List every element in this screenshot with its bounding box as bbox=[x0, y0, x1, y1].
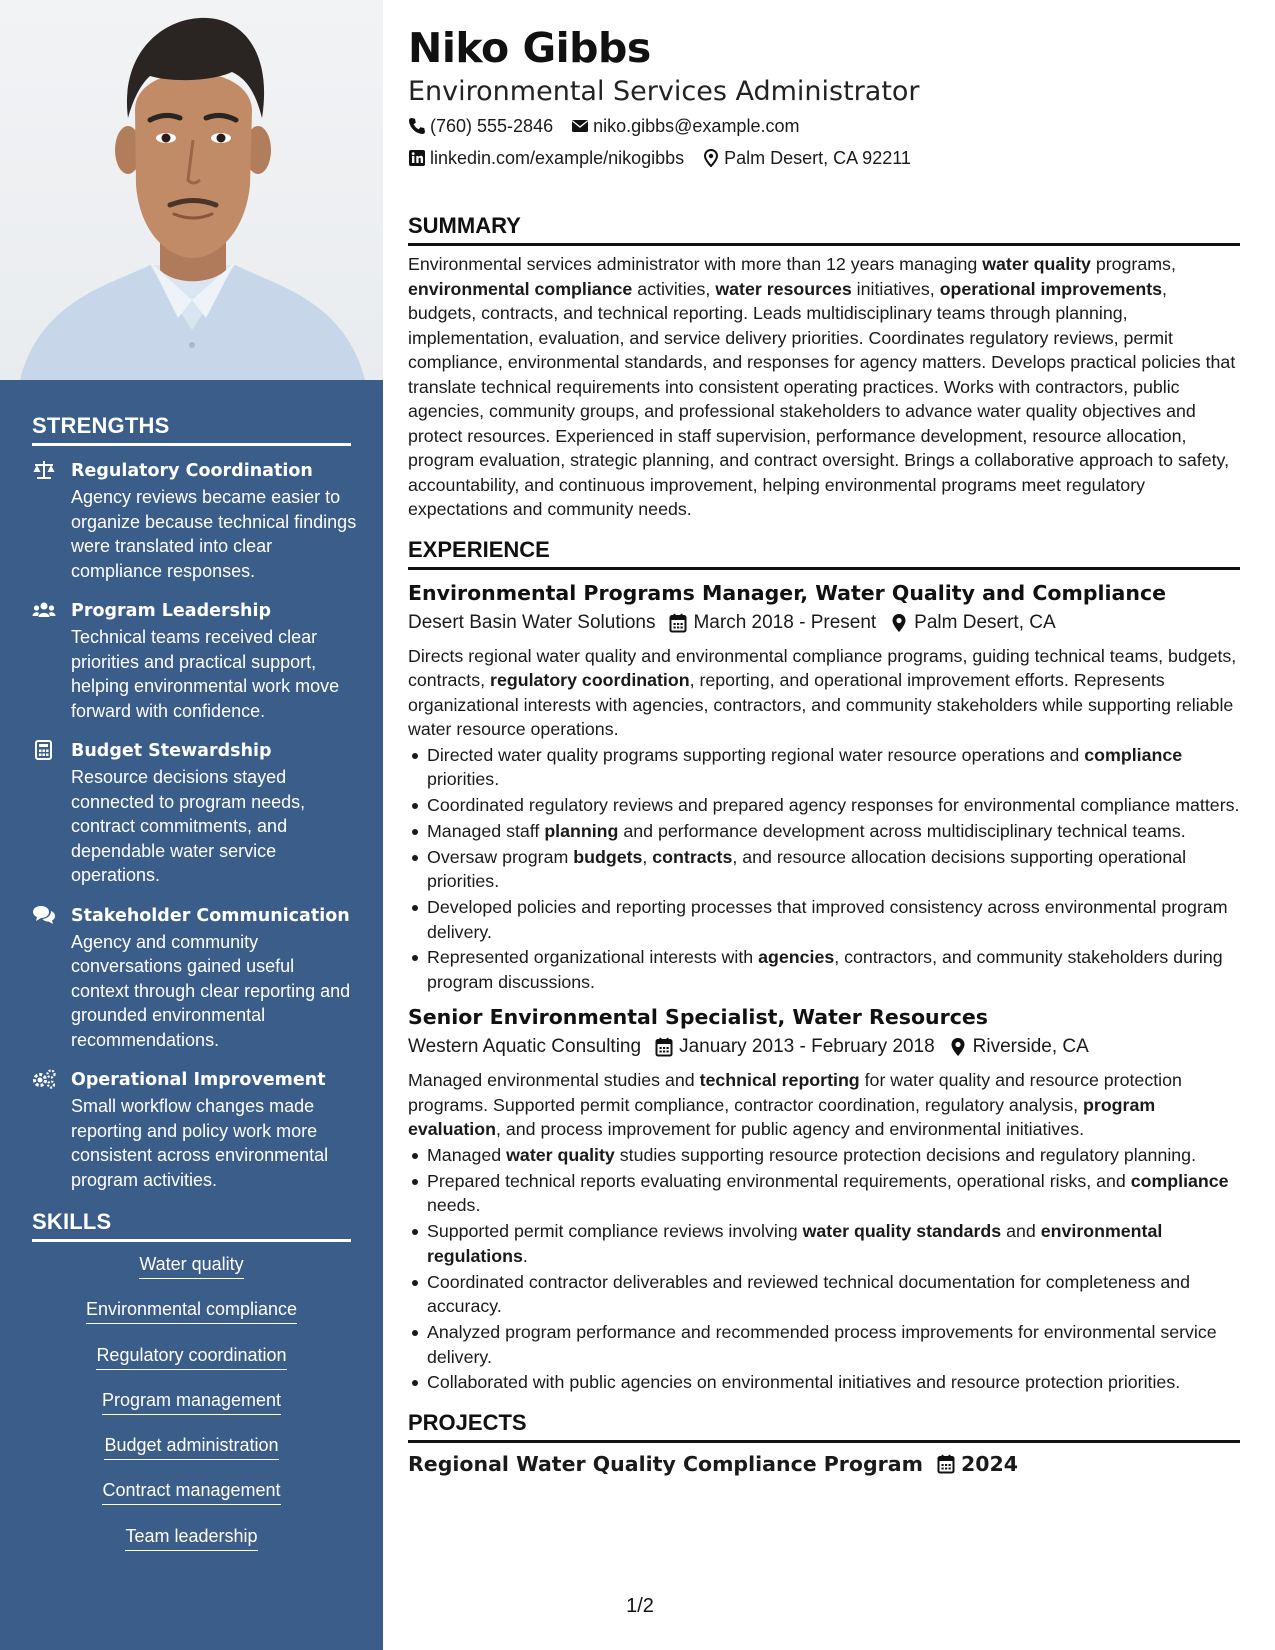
bullet-item: Supported permit compliance reviews involving water quality standards and environmental regulations. bbox=[408, 1219, 1240, 1268]
strength-desc: Resource decisions stayed connected to program needs, contract commitments, and dependable water service operations. bbox=[71, 767, 306, 885]
skill-label: Program management bbox=[102, 1388, 281, 1415]
bold-keyword: water resources bbox=[715, 278, 852, 299]
job-bullets bbox=[408, 743, 1240, 995]
envelope-icon bbox=[571, 117, 589, 135]
strength-item bbox=[32, 903, 357, 1053]
email-text[interactable]: niko.gibbs@example.com bbox=[593, 116, 800, 136]
skills-heading: SKILLS bbox=[32, 1209, 351, 1242]
skill-item bbox=[32, 1433, 351, 1478]
job-title: Senior Environmental Specialist, Water Resources bbox=[408, 1005, 988, 1030]
bullet-item: Analyzed program performance and recommended process improvements for environmental service delivery. bbox=[408, 1320, 1240, 1369]
skill-item bbox=[32, 1252, 351, 1297]
calculator-icon bbox=[32, 740, 56, 760]
bullet-item: Oversaw program budgets, contracts, and resource allocation decisions supporting operational priorities. bbox=[408, 845, 1240, 894]
bullet-item: Managed water quality studies supporting resource protection decisions and regulatory planning. bbox=[408, 1143, 1240, 1168]
location-contact bbox=[702, 142, 911, 174]
bold-keyword: compliance bbox=[1130, 1170, 1229, 1191]
strengths-list bbox=[32, 458, 357, 1207]
phone-contact bbox=[408, 110, 553, 142]
job-meta bbox=[408, 1032, 1240, 1062]
company-name: Western Aquatic Consulting bbox=[408, 1036, 642, 1058]
bullet-item: Directed water quality programs supporting regional water resource operations and compliance priorities. bbox=[408, 743, 1240, 792]
map-pin-icon bbox=[890, 613, 908, 633]
skill-label: Environmental compliance bbox=[86, 1297, 297, 1324]
strength-title: Stakeholder Communication bbox=[71, 905, 350, 926]
bold-keyword: water quality bbox=[982, 254, 1091, 274]
calendar-icon bbox=[937, 1454, 955, 1474]
bullet-item: Prepared technical reports evaluating environmental requirements, operational risks, and compliance needs. bbox=[408, 1169, 1240, 1218]
job-headline: Environmental Services Administrator bbox=[408, 76, 920, 107]
projects-heading: PROJECTS bbox=[408, 1409, 1240, 1443]
bold-keyword: water quality standards bbox=[802, 1221, 1002, 1242]
bullet-item: Developed policies and reporting processes that improved consistency across environmental program delivery. bbox=[408, 895, 1240, 944]
email-contact bbox=[571, 110, 799, 142]
map-pin-icon bbox=[949, 1037, 967, 1057]
bold-keyword: technical reporting bbox=[699, 1070, 860, 1091]
job-dates: March 2018 - Present bbox=[693, 611, 877, 633]
project-item bbox=[408, 1449, 1240, 1479]
sidebar bbox=[0, 0, 383, 1650]
main-content bbox=[408, 22, 1240, 1479]
bold-keyword: program evaluation bbox=[408, 1094, 1156, 1140]
strength-item bbox=[32, 598, 357, 723]
job-entry bbox=[408, 578, 1240, 995]
location-text: Palm Desert, CA 92211 bbox=[724, 148, 911, 168]
skill-label: Water quality bbox=[139, 1252, 243, 1279]
linkedin-text[interactable]: linkedin.com/example/nikogibbs bbox=[430, 148, 685, 168]
gears-icon bbox=[32, 1069, 56, 1089]
strength-item bbox=[32, 1067, 357, 1192]
bold-keyword: environmental regulations bbox=[427, 1221, 1163, 1266]
linkedin-icon bbox=[408, 149, 426, 167]
skill-label: Contract management bbox=[102, 1478, 280, 1505]
bullet-item: Coordinated regulatory reviews and prepared agency responses for environmental compliance matters. bbox=[408, 793, 1240, 818]
bold-keyword: budgets bbox=[573, 846, 643, 867]
strength-title: Budget Stewardship bbox=[71, 741, 272, 761]
contact-row bbox=[408, 142, 1240, 174]
project-year: 2024 bbox=[960, 1451, 1019, 1476]
strengths-heading: STRENGTHS bbox=[32, 413, 351, 446]
skill-item bbox=[32, 1343, 351, 1388]
project-title: Regional Water Quality Compliance Program bbox=[408, 1451, 923, 1476]
experience-heading: EXPERIENCE bbox=[408, 536, 1240, 570]
strength-desc: Agency reviews became easier to organize because technical findings were translated into clear compliance responses. bbox=[71, 487, 357, 581]
bold-keyword: environmental compliance bbox=[408, 278, 633, 299]
job-location: Riverside, CA bbox=[972, 1036, 1089, 1058]
calendar-icon bbox=[655, 1037, 673, 1057]
company-name: Desert Basin Water Solutions bbox=[408, 611, 656, 633]
map-pin-icon bbox=[702, 149, 720, 167]
skills-list bbox=[32, 1252, 351, 1569]
job-dates: January 2013 - February 2018 bbox=[679, 1036, 935, 1058]
skill-item bbox=[32, 1478, 351, 1523]
candidate-name: Niko Gibbs bbox=[408, 24, 651, 72]
bullet-item: Collaborated with public agencies on environmental initiatives and resource protection priorities. bbox=[408, 1370, 1240, 1395]
job-bullets bbox=[408, 1143, 1240, 1395]
bold-keyword: operational improvements bbox=[939, 278, 1163, 299]
strength-item bbox=[32, 458, 357, 583]
strength-title: Operational Improvement bbox=[71, 1070, 326, 1090]
skill-label: Team leadership bbox=[125, 1524, 257, 1551]
phone-icon bbox=[408, 117, 426, 135]
bold-keyword: contracts bbox=[652, 846, 733, 867]
bullet-item: Managed staff planning and performance development across multidisciplinary technical teams. bbox=[408, 819, 1240, 844]
bold-keyword: planning bbox=[544, 820, 619, 841]
strength-desc: Agency and community conversations gained useful context through clear reporting and grounded environmental recommendations. bbox=[71, 931, 351, 1050]
strength-title: Program Leadership bbox=[71, 601, 272, 621]
strength-item bbox=[32, 738, 357, 888]
job-meta bbox=[408, 608, 1240, 638]
summary-text: Environmental services administrator with more than 12 years managing water quality programs, environmental compliance activities, water resources initiatives, operational improvements, budgets, contracts, and technical reporting. Leads multidisciplinary teams through planning, implementation, evaluation, and service delivery priorities. Coordinates regulatory reviews, permit compliance, environmental standards, and responses for agency matters. Develops practical policies that translate technical requirements into consistent operating practices. Works with contractors, public agencies, community groups, and professional stakeholders to advance water quality objectives and protect resources. Experienced in staff supervision, performance development, resource allocation, program evaluation, strategic planning, and contract oversight. Brings a collaborative approach to safety, accountability, and continuous improvement, helping environmental programs meet regulatory expectations and community needs. bbox=[408, 254, 1236, 519]
job-entry bbox=[408, 1002, 1240, 1394]
profile-photo bbox=[0, 0, 383, 380]
skill-item bbox=[32, 1388, 351, 1433]
job-location: Palm Desert, CA bbox=[914, 611, 1056, 633]
strength-desc: Small workflow changes made reporting and policy work more consistent across environmental program activities. bbox=[71, 1096, 329, 1190]
skill-item bbox=[32, 1524, 351, 1569]
phone-text[interactable]: (760) 555-2846 bbox=[430, 116, 554, 136]
bold-keyword: water quality bbox=[506, 1144, 615, 1165]
page-number: 1/2 bbox=[626, 1595, 654, 1617]
comments-icon bbox=[32, 905, 56, 925]
contact-row bbox=[408, 110, 1240, 142]
linkedin-contact bbox=[408, 142, 684, 174]
job-summary: Managed environmental studies and technical reporting for water quality and resource protection programs. Supported permit compliance, contractor coordination, regulatory analysis, program evaluation, and process improvement for public agency and environmental initiatives. bbox=[408, 1070, 1182, 1140]
bold-keyword: compliance bbox=[1084, 744, 1183, 765]
users-icon bbox=[32, 600, 56, 620]
bullet-item: Represented organizational interests with agencies, contractors, and community stakeholders during program discussions. bbox=[408, 945, 1240, 994]
strength-desc: Technical teams received clear priorities and practical support, helping environmental work move forward with confidence. bbox=[71, 627, 340, 721]
portrait-illustration bbox=[0, 0, 383, 380]
bold-keyword: agencies bbox=[758, 947, 835, 968]
scale-icon bbox=[32, 460, 56, 480]
calendar-icon bbox=[669, 613, 687, 633]
strength-title: Regulatory Coordination bbox=[71, 461, 313, 481]
skill-item bbox=[32, 1297, 351, 1342]
job-title: Environmental Programs Manager, Water Quality and Compliance bbox=[408, 580, 1167, 605]
job-summary: Directs regional water quality and environmental compliance programs, guiding technical teams, budgets, contracts, regulatory coordination, reporting, and operational improvement efforts. Represents organizational interests with agencies, contractors, and community stakeholders while supporting reliable water resource operations. bbox=[408, 645, 1237, 739]
bullet-item: Coordinated contractor deliverables and reviewed technical documentation for completeness and accuracy. bbox=[408, 1270, 1240, 1319]
bold-keyword: regulatory coordination bbox=[490, 670, 690, 690]
skill-label: Regulatory coordination bbox=[96, 1343, 286, 1370]
skill-label: Budget administration bbox=[104, 1433, 278, 1460]
summary-heading: SUMMARY bbox=[408, 212, 1240, 246]
